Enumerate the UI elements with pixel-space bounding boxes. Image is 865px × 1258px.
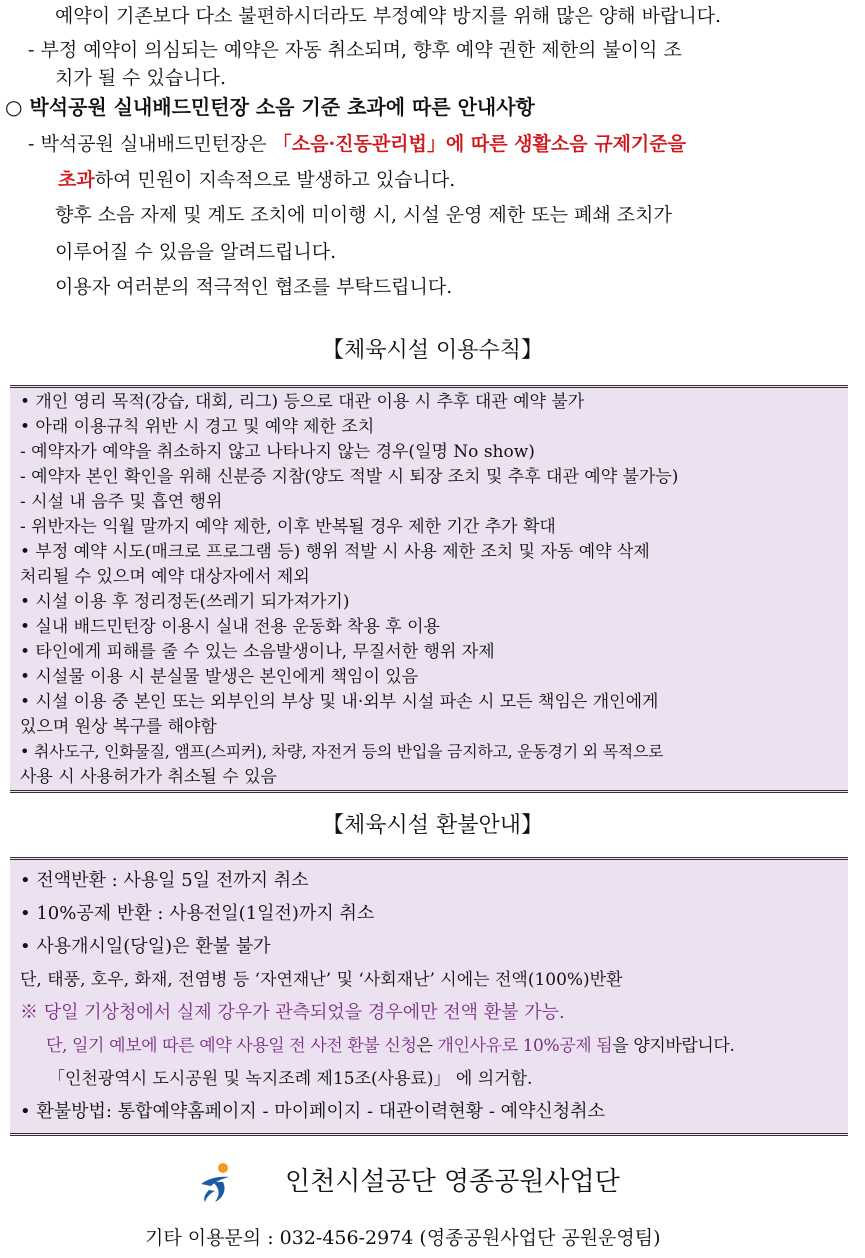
rules-item: 있으며 원상 복구를 해야함 [20,717,217,737]
rules-item: - 위반자는 익월 말까지 예약 제한, 이후 반복될 경우 제한 기간 추가 확대 [20,517,556,537]
rules-item: - 시설 내 음주 및 흡연 행위 [20,492,223,512]
rules-item: • 시설물 이용 시 분실물 발생은 본인에게 책임이 있음 [20,667,419,687]
noise-line-1 [28,132,686,156]
rules-item: • 취사도구, 인화물질, 앰프(스피커), 차량, 자전거 등의 반입을 금지하고, 운동경기 외 목적으로 [20,742,664,761]
refund-note-forecast-a: 단, 일기 예보에 따른 예약 사용일 전 사전 환불 신청 [46,1036,417,1056]
noise-line-5: 이용자 여러분의 적극적인 협조를 부탁드립니다. [55,276,453,298]
noise-line-1-text: - 박석공원 실내배드민턴장은 [28,133,273,155]
refund-note-forecast-b: 은 [416,1036,438,1056]
refund-item-disaster: 단, 태풍, 호우, 화재, 전염병 등 ‘자연재난’ 및 ‘사회재난’ 시에는 전액(100%)반환 [20,970,623,990]
notice-line-3: 치가 될 수 있습니다. [55,67,226,89]
rules-item: - 예약자 본인 확인을 위해 신분증 지참(양도 적발 시 퇴장 조치 및 추후 대관 예약 불가능) [20,467,679,487]
rules-item: • 타인에게 피해를 줄 수 있는 소음발생이나, 무질서한 행위 자제 [20,642,495,662]
refund-item-sameday: • 사용개시일(당일)은 환불 불가 [20,936,271,957]
refund-title: 【체육시설 환불안내】 [321,813,543,838]
noise-heading: ○ 박석공원 실내배드민턴장 소음 기준 초과에 따른 안내사항 [5,95,535,119]
rules-item: • 실내 배드민턴장 이용시 실내 전용 운동화 착용 후 이용 [20,617,440,637]
rules-item: • 부정 예약 시도(매크로 프로그램 등) 행위 적발 시 사용 제한 조치 및 자동 예약 삭제 [20,542,650,562]
refund-note-forecast-c: 개인사유로 10%공제 됨 [437,1036,613,1056]
refund-note-rain: ※ 당일 기상청에서 실제 강우가 관측되었을 경우에만 전액 환불 가능. [20,1002,565,1023]
rules-item: • 아래 이용규칙 위반 시 경고 및 예약 제한 조치 [20,417,375,437]
noise-law-highlight: 「소음·진동관리법」에 따른 생활소음 규제기준을 [272,133,686,155]
refund-note-forecast-d: 을 양지바랍니다. [612,1036,735,1056]
rules-item: 처리될 수 있으며 예약 대상자에서 제외 [20,567,310,587]
refund-note-forecast [46,1035,734,1057]
refund-note-ordinance: 「인천광역시 도시공원 및 녹지조례 제15조(사용료)」 에 의거함. [48,1069,533,1089]
footer-contact: 기타 이용문의 : 032-456-2974 (영종공원사업단 공원운영팀) [145,1227,661,1249]
rules-box [10,385,848,793]
noise-line-2-text: 하여 민원이 지속적으로 발생하고 있습니다. [94,169,456,191]
rules-item: • 개인 영리 목적(강습, 대회, 리그) 등으로 대관 이용 시 추후 대관 예약 불가 [20,392,585,412]
noise-line-3: 향후 소음 자제 및 계도 조치에 미이행 시, 시설 운영 제한 또는 폐쇄 조치가 [55,204,672,226]
rules-item: 사용 시 사용허가가 취소될 수 있음 [20,767,277,787]
rules-item: - 예약자가 예약을 취소하지 않고 나타나지 않는 경우(일명 No show) [20,442,535,462]
notice-line-2: - 부정 예약이 의심되는 예약은 자동 취소되며, 향후 예약 권한 제한의 불이익 조 [28,39,682,61]
refund-box [10,857,848,1136]
refund-item-10pct: • 10%공제 반환 : 사용전일(1일전)까지 취소 [20,903,375,924]
rules-item: • 시설 이용 중 본인 또는 외부인의 부상 및 내·외부 시설 파손 시 모든 책임은 개인에게 [20,692,659,712]
rules-item: • 시설 이용 후 정리정돈(쓰레기 되가져가기) [20,592,350,612]
refund-method: • 환불방법: 통합예약홈페이지 - 마이페이지 - 대관이력현황 - 예약신청취소 [20,1101,605,1122]
rules-title: 【체육시설 이용수칙】 [321,338,543,363]
notice-line-1: 예약이 기존보다 다소 불편하시더라도 부정예약 방지를 위해 많은 양해 바랍니다. [55,5,722,27]
noise-line-4: 이루어질 수 있음을 알려드립니다. [55,241,337,263]
footer-organization: 인천시설공단 영종공원사업단 [285,1167,620,1197]
noise-line-2 [58,168,455,192]
refund-item-full: • 전액반환 : 사용일 5일 전까지 취소 [20,870,309,891]
incheon-facilities-logo-icon [195,1160,239,1204]
noise-exceed-highlight: 초과 [58,169,95,191]
